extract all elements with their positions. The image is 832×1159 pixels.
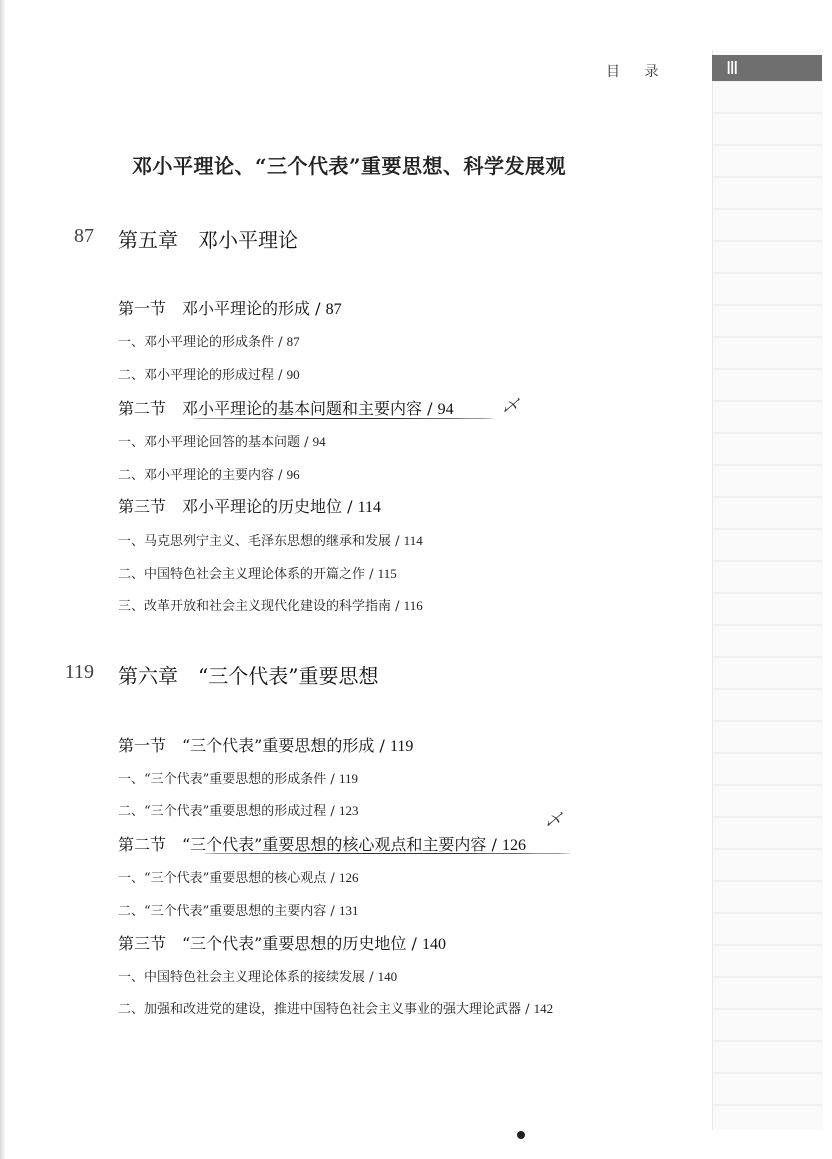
part-title: 邓小平理论、“三个代表”重要思想、科学发展观 [132, 154, 567, 178]
section-entry[interactable]: 第三节 “三个代表”重要思想的历史地位 / 140 [118, 934, 446, 953]
running-header: 目 录 [606, 64, 669, 80]
subsection-entry[interactable]: 一、“三个代表”重要思想的形成条件 / 119 [118, 771, 358, 787]
subsection-entry[interactable]: 一、“三个代表”重要思想的核心观点 / 126 [118, 870, 359, 886]
subsection-entry[interactable]: 二、加强和改进党的建设，推进中国特色社会主义事业的强大理论武器 / 142 [118, 1001, 554, 1017]
section-entry[interactable]: 第一节 邓小平理论的形成 / 87 [118, 299, 342, 318]
handwritten-underline [192, 418, 494, 419]
section-entry[interactable]: 第二节 “三个代表”重要思想的核心观点和主要内容 / 126 [118, 835, 526, 854]
handwritten-mark: 乄 [546, 810, 563, 829]
subsection-entry[interactable]: 二、邓小平理论的形成过程 / 90 [118, 367, 300, 383]
chapter-title[interactable]: 第六章 “三个代表”重要思想 [118, 664, 379, 688]
page-left-edge [0, 0, 6, 1159]
subsection-entry[interactable]: 二、“三个代表”重要思想的主要内容 / 131 [118, 903, 359, 919]
chapter-page-number: 87 [74, 225, 94, 247]
subsection-entry[interactable]: 一、邓小平理论回答的基本问题 / 94 [118, 434, 326, 450]
page-edge-strip [712, 50, 823, 1130]
subsection-entry[interactable]: 二、邓小平理论的主要内容 / 96 [118, 467, 300, 483]
subsection-entry[interactable]: 一、马克思列宁主义、毛泽东思想的继承和发展 / 114 [118, 533, 423, 549]
bottom-dot [517, 1131, 525, 1139]
chapter-title[interactable]: 第五章 邓小平理论 [118, 228, 298, 252]
section-entry[interactable]: 第二节 邓小平理论的基本问题和主要内容 / 94 [118, 399, 454, 418]
section-entry[interactable]: 第三节 邓小平理论的历史地位 / 114 [118, 497, 381, 516]
page-number-tab: Ⅲ [712, 55, 822, 81]
handwritten-mark: 乄 [503, 396, 520, 415]
subsection-entry[interactable]: 一、中国特色社会主义理论体系的接续发展 / 140 [118, 969, 398, 985]
subsection-entry[interactable]: 二、中国特色社会主义理论体系的开篇之作 / 115 [118, 566, 397, 582]
handwritten-underline [203, 853, 571, 854]
subsection-entry[interactable]: 三、改革开放和社会主义现代化建设的科学指南 / 116 [118, 598, 423, 614]
subsection-entry[interactable]: 一、邓小平理论的形成条件 / 87 [118, 334, 300, 350]
subsection-entry[interactable]: 二、“三个代表”重要思想的形成过程 / 123 [118, 803, 359, 819]
chapter-page-number: 119 [64, 661, 94, 683]
section-entry[interactable]: 第一节 “三个代表”重要思想的形成 / 119 [118, 736, 414, 755]
